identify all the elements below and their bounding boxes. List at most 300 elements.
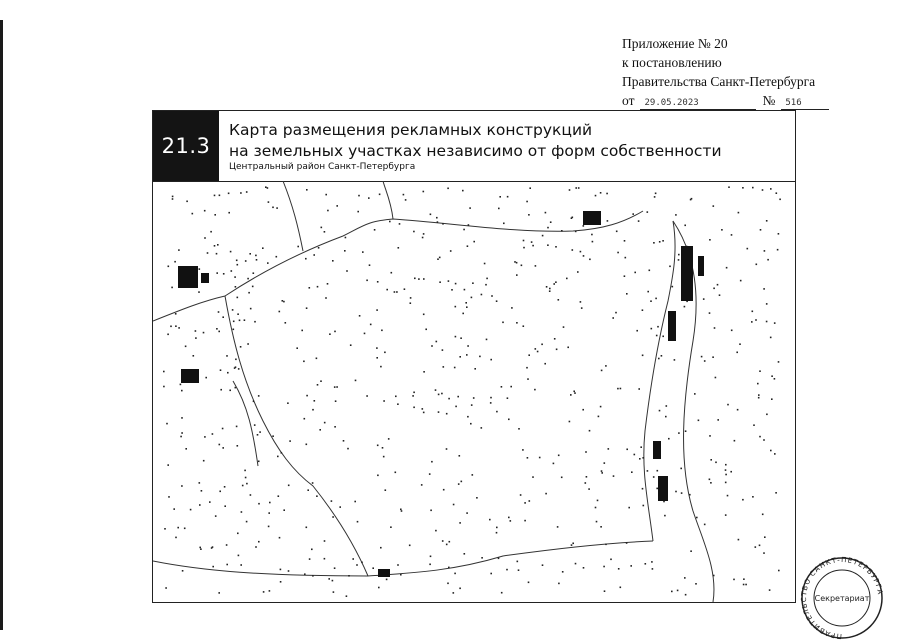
ad-site-marker xyxy=(665,416,667,418)
number-prefix: № xyxy=(762,93,776,108)
ad-site-marker xyxy=(742,499,744,501)
ad-site-marker xyxy=(656,488,658,490)
ad-site-marker xyxy=(524,520,526,522)
ad-site-marker xyxy=(763,552,765,554)
block-nw-small xyxy=(201,273,209,283)
ad-site-marker xyxy=(230,251,232,253)
ad-site-marker xyxy=(413,407,415,409)
ad-site-marker xyxy=(467,345,469,347)
ad-site-marker xyxy=(704,524,706,526)
ad-site-marker xyxy=(496,527,498,529)
ad-site-marker xyxy=(759,545,761,547)
ad-site-marker xyxy=(238,555,240,557)
ad-site-marker xyxy=(508,517,510,519)
ad-site-marker xyxy=(612,317,614,319)
ad-site-marker xyxy=(332,580,334,582)
ad-site-marker xyxy=(545,493,547,495)
ad-site-marker xyxy=(391,272,393,274)
ad-site-marker xyxy=(378,587,380,589)
block-nw xyxy=(178,266,198,288)
appendix-government: Правительства Санкт-Петербурга xyxy=(622,74,816,89)
ad-site-marker xyxy=(237,445,239,447)
ad-site-marker xyxy=(246,483,248,485)
map-section-badge: 21.3 xyxy=(153,111,219,181)
ad-site-marker xyxy=(647,470,649,472)
decree-date: 29.05.2023 xyxy=(640,97,756,110)
ad-site-marker xyxy=(425,329,427,331)
ad-site-marker xyxy=(397,403,399,405)
ad-site-marker xyxy=(630,565,632,567)
ad-site-marker xyxy=(276,256,278,258)
ad-site-marker xyxy=(185,448,187,450)
ad-site-marker xyxy=(690,550,692,552)
ad-site-marker xyxy=(331,500,333,502)
ad-site-marker xyxy=(642,309,644,311)
ad-site-marker xyxy=(638,388,640,390)
ad-site-marker xyxy=(603,566,605,568)
ad-site-marker xyxy=(715,462,717,464)
ad-site-marker xyxy=(604,590,606,592)
ad-site-marker xyxy=(454,573,456,575)
ad-site-marker xyxy=(397,564,399,566)
ad-site-marker xyxy=(727,404,729,406)
ad-site-marker xyxy=(249,253,251,255)
ad-site-marker xyxy=(435,530,437,532)
ad-site-marker xyxy=(180,384,182,386)
ad-site-marker xyxy=(386,579,388,581)
ad-site-marker xyxy=(678,432,680,434)
ad-site-marker xyxy=(528,582,530,584)
ad-site-marker xyxy=(437,221,439,223)
ad-site-marker xyxy=(272,207,274,209)
ad-site-marker xyxy=(638,220,640,222)
ad-site-marker xyxy=(316,358,318,360)
ad-site-marker xyxy=(771,398,773,400)
ad-site-marker xyxy=(484,263,486,265)
ad-site-marker xyxy=(572,543,574,545)
ad-site-marker xyxy=(549,288,551,290)
ad-site-marker xyxy=(650,300,652,302)
ad-site-marker xyxy=(400,574,402,576)
ad-site-marker xyxy=(236,260,238,262)
ad-site-marker xyxy=(281,452,283,454)
appendix-note xyxy=(622,34,852,110)
ad-site-marker xyxy=(309,558,311,560)
ad-site-marker xyxy=(265,186,267,188)
ad-site-marker xyxy=(777,249,779,251)
ad-site-marker xyxy=(423,371,425,373)
ad-site-marker xyxy=(563,326,565,328)
ad-site-marker xyxy=(443,366,445,368)
ad-site-marker xyxy=(280,581,282,583)
ad-site-marker xyxy=(506,569,508,571)
ad-site-marker xyxy=(288,485,290,487)
ad-site-marker xyxy=(438,394,440,396)
ad-site-marker xyxy=(410,302,412,304)
ad-site-marker xyxy=(566,278,568,280)
ad-site-marker xyxy=(601,470,603,472)
ad-site-marker xyxy=(219,491,221,493)
ad-site-marker xyxy=(171,287,173,289)
ad-site-marker xyxy=(752,187,754,189)
ad-site-marker xyxy=(567,347,569,349)
ad-site-marker xyxy=(575,231,577,233)
ad-site-marker xyxy=(201,490,203,492)
ad-site-marker xyxy=(535,265,537,267)
ad-site-marker xyxy=(379,194,381,196)
ad-site-marker xyxy=(490,397,492,399)
ad-site-marker xyxy=(234,276,236,278)
ad-site-marker xyxy=(429,564,431,566)
ad-site-marker xyxy=(447,583,449,585)
ad-site-marker xyxy=(771,375,773,377)
ad-site-marker xyxy=(361,562,363,564)
ad-site-marker xyxy=(448,398,450,400)
ad-site-marker xyxy=(490,402,492,404)
ad-site-marker xyxy=(473,241,475,243)
ad-site-marker xyxy=(762,189,764,191)
ad-site-marker xyxy=(210,231,212,233)
ad-site-marker xyxy=(725,464,727,466)
ad-site-marker xyxy=(712,356,714,358)
ad-site-marker xyxy=(324,558,326,560)
ad-site-marker xyxy=(522,449,524,451)
ad-site-marker xyxy=(216,272,218,274)
ad-site-marker xyxy=(276,207,278,209)
ad-site-marker xyxy=(446,413,448,415)
ad-site-marker xyxy=(383,456,385,458)
ad-site-marker xyxy=(659,241,661,243)
ad-site-marker xyxy=(380,366,382,368)
ad-site-marker xyxy=(376,309,378,311)
ad-site-marker xyxy=(473,397,475,399)
ad-site-marker xyxy=(317,286,319,288)
ad-site-marker xyxy=(200,548,202,550)
ad-site-marker xyxy=(410,297,412,299)
street-inner-west xyxy=(233,381,258,466)
ad-site-marker xyxy=(403,194,405,196)
ad-site-marker xyxy=(745,584,747,586)
ad-site-marker xyxy=(167,464,169,466)
ad-site-marker xyxy=(301,330,303,332)
ad-site-marker xyxy=(240,192,242,194)
ad-site-marker xyxy=(539,457,541,459)
ad-site-marker xyxy=(453,504,455,506)
ad-site-marker xyxy=(544,363,546,365)
ad-site-marker xyxy=(549,290,551,292)
ad-site-marker xyxy=(343,440,345,442)
ad-site-marker xyxy=(214,245,216,247)
ad-site-marker xyxy=(654,196,656,198)
ad-site-marker xyxy=(537,351,539,353)
ad-site-marker xyxy=(516,274,518,276)
ad-site-marker xyxy=(527,378,529,380)
street-southwest xyxy=(153,561,368,576)
ad-site-marker xyxy=(362,251,364,253)
ad-site-marker xyxy=(212,566,214,568)
ad-site-marker xyxy=(762,514,764,516)
ad-site-marker xyxy=(767,259,769,261)
ad-site-marker xyxy=(262,247,264,249)
district-boundary-north xyxy=(225,211,643,296)
ad-site-marker xyxy=(175,313,177,315)
ad-site-marker xyxy=(574,392,576,394)
ad-site-marker xyxy=(364,333,366,335)
ad-site-marker xyxy=(258,541,260,543)
ad-site-marker xyxy=(490,359,492,361)
ad-site-marker xyxy=(709,479,711,481)
ad-site-marker xyxy=(306,444,308,446)
ad-site-marker xyxy=(581,307,583,309)
ad-site-marker xyxy=(306,527,308,529)
ad-site-marker xyxy=(613,475,615,477)
ad-site-marker xyxy=(400,509,402,511)
ad-site-marker xyxy=(542,235,544,237)
map-district: Центральный район Санкт-Петербурга xyxy=(229,162,416,172)
ad-site-marker xyxy=(368,197,370,199)
ad-site-marker xyxy=(350,344,352,346)
ad-site-marker xyxy=(734,440,736,442)
ad-site-marker xyxy=(455,306,457,308)
ad-site-marker xyxy=(499,196,501,198)
ad-site-marker xyxy=(756,264,758,266)
ad-site-marker xyxy=(529,500,531,502)
ad-site-marker xyxy=(561,230,563,232)
ad-site-marker xyxy=(462,313,464,315)
ad-site-marker xyxy=(216,328,218,330)
ad-site-marker xyxy=(725,469,727,471)
ad-site-marker xyxy=(220,369,222,371)
ad-site-marker xyxy=(163,371,165,373)
ad-site-marker xyxy=(490,573,492,575)
ad-site-marker xyxy=(446,448,448,450)
ad-site-marker xyxy=(759,370,761,372)
ad-site-marker xyxy=(255,255,257,257)
ad-site-marker xyxy=(467,245,469,247)
ad-site-marker xyxy=(384,352,386,354)
ad-site-marker xyxy=(442,349,444,351)
ad-site-marker xyxy=(514,261,516,263)
ad-site-marker xyxy=(436,217,438,219)
ad-site-marker xyxy=(709,312,711,314)
ad-site-marker xyxy=(313,254,315,256)
ad-site-marker xyxy=(212,433,214,435)
ad-site-marker xyxy=(659,410,661,412)
ad-site-marker xyxy=(181,417,183,419)
ad-site-marker xyxy=(666,405,668,407)
ad-site-marker xyxy=(163,386,165,388)
ad-site-marker xyxy=(555,281,557,283)
ad-site-marker xyxy=(204,237,206,239)
ad-site-marker xyxy=(237,533,239,535)
ad-site-marker xyxy=(385,489,387,491)
block-e1 xyxy=(681,246,693,301)
ad-site-marker xyxy=(168,266,170,268)
ad-site-marker xyxy=(245,260,247,262)
ad-site-marker xyxy=(491,295,493,297)
ad-site-marker xyxy=(608,448,610,450)
ad-site-marker xyxy=(739,343,741,345)
ad-site-marker xyxy=(199,547,201,549)
ad-site-marker xyxy=(713,288,715,290)
ad-site-marker xyxy=(577,271,579,273)
ad-site-marker xyxy=(632,213,634,215)
ad-site-marker xyxy=(215,515,217,517)
ad-site-marker xyxy=(405,199,407,201)
ad-site-marker xyxy=(517,561,519,563)
ad-site-marker xyxy=(770,450,772,452)
ad-site-marker xyxy=(520,494,522,496)
ad-site-marker xyxy=(558,583,560,585)
ad-site-marker xyxy=(583,225,585,227)
ad-site-marker xyxy=(438,411,440,413)
ad-site-marker xyxy=(346,595,348,597)
ad-site-marker xyxy=(717,419,719,421)
ad-site-marker xyxy=(357,211,359,213)
ad-site-marker xyxy=(306,307,308,309)
ad-site-marker xyxy=(709,239,711,241)
ad-site-marker xyxy=(395,472,397,474)
ad-site-marker xyxy=(747,248,749,250)
ad-site-marker xyxy=(556,349,558,351)
ad-site-marker xyxy=(316,495,318,497)
ad-site-marker xyxy=(229,390,231,392)
ad-site-marker xyxy=(518,569,520,571)
ad-site-marker xyxy=(562,571,564,573)
ad-site-marker xyxy=(617,252,619,254)
ad-site-marker xyxy=(181,390,183,392)
ad-site-marker xyxy=(596,521,598,523)
ad-site-marker xyxy=(413,392,415,394)
ad-site-marker xyxy=(236,426,238,428)
ad-site-marker xyxy=(523,247,525,249)
ad-site-marker xyxy=(398,247,400,249)
ad-site-marker xyxy=(409,545,411,547)
ad-site-marker xyxy=(352,558,354,560)
ad-site-marker xyxy=(572,249,574,251)
ad-site-marker xyxy=(185,346,187,348)
ad-site-marker xyxy=(369,264,371,266)
ad-site-marker xyxy=(372,567,374,569)
ad-site-marker xyxy=(535,348,537,350)
street-west xyxy=(153,296,225,321)
ad-site-marker xyxy=(518,428,520,430)
ad-site-marker xyxy=(318,247,320,249)
ad-site-marker xyxy=(383,400,385,402)
seal-center-text: Секретариат xyxy=(814,594,870,603)
ad-site-marker xyxy=(235,359,237,361)
ad-site-marker xyxy=(441,393,443,395)
ad-site-marker xyxy=(696,517,698,519)
ad-site-marker xyxy=(655,193,657,195)
ad-site-marker xyxy=(656,335,658,337)
ad-site-marker xyxy=(254,321,256,323)
ad-site-marker xyxy=(642,457,644,459)
ad-site-marker xyxy=(464,289,466,291)
map-header xyxy=(153,111,795,182)
ad-site-marker xyxy=(233,321,235,323)
ad-site-marker xyxy=(719,294,721,296)
ad-site-marker xyxy=(766,321,768,323)
ad-site-marker xyxy=(296,347,298,349)
ad-site-marker xyxy=(731,234,733,236)
ad-site-marker xyxy=(289,440,291,442)
ad-site-marker xyxy=(651,328,653,330)
ad-site-marker xyxy=(580,301,582,303)
ad-site-marker xyxy=(325,297,327,299)
ad-site-marker xyxy=(320,380,322,382)
ad-site-marker xyxy=(774,378,776,380)
ad-site-marker xyxy=(413,231,415,233)
ad-site-marker xyxy=(453,592,455,594)
ad-site-marker xyxy=(598,416,600,418)
ad-site-marker xyxy=(423,412,425,414)
ad-site-marker xyxy=(344,250,346,252)
ad-site-marker xyxy=(764,536,766,538)
ad-site-marker xyxy=(695,583,697,585)
ad-site-marker xyxy=(203,460,205,462)
ad-site-marker xyxy=(204,210,206,212)
date-prefix: от xyxy=(622,93,635,108)
ad-site-marker xyxy=(624,275,626,277)
ad-site-marker xyxy=(763,288,765,290)
ad-site-marker xyxy=(399,223,401,225)
ad-site-marker xyxy=(332,260,334,262)
ad-site-marker xyxy=(486,339,488,341)
ad-site-marker xyxy=(589,430,591,432)
ad-site-marker xyxy=(709,435,711,437)
ad-site-marker xyxy=(246,191,248,193)
ad-site-marker xyxy=(653,476,655,478)
ad-site-marker xyxy=(657,326,659,328)
ad-site-marker xyxy=(288,570,290,572)
ad-site-marker xyxy=(588,488,590,490)
ad-site-marker xyxy=(190,509,192,511)
ad-site-marker xyxy=(680,468,682,470)
ad-site-marker xyxy=(186,201,188,203)
ad-site-marker xyxy=(423,233,425,235)
ad-site-marker xyxy=(498,208,500,210)
ad-site-marker xyxy=(307,489,309,491)
ad-site-marker xyxy=(328,578,330,580)
ad-site-marker xyxy=(523,240,525,242)
ad-site-marker xyxy=(401,510,403,512)
ad-site-marker xyxy=(446,544,448,546)
ad-site-marker xyxy=(698,420,700,422)
ad-site-marker xyxy=(356,564,358,566)
ad-site-marker xyxy=(377,445,379,447)
ad-site-marker xyxy=(166,423,168,425)
ad-site-marker xyxy=(685,594,687,596)
ad-site-marker xyxy=(164,528,166,530)
ad-site-marker xyxy=(626,542,628,544)
ad-site-marker xyxy=(766,220,768,222)
ad-site-marker xyxy=(389,221,391,223)
ad-site-marker xyxy=(725,514,727,516)
ad-site-marker xyxy=(647,291,649,293)
ad-site-marker xyxy=(626,293,628,295)
ad-site-marker xyxy=(778,361,780,363)
ad-site-marker xyxy=(327,283,329,285)
ad-site-marker xyxy=(239,320,241,322)
ad-site-marker xyxy=(684,306,686,308)
ad-site-marker xyxy=(774,453,776,455)
ad-site-marker xyxy=(580,251,582,253)
ad-site-marker xyxy=(766,414,768,416)
ad-site-marker xyxy=(314,400,316,402)
ad-site-marker xyxy=(386,289,388,291)
ad-site-marker xyxy=(769,589,771,591)
